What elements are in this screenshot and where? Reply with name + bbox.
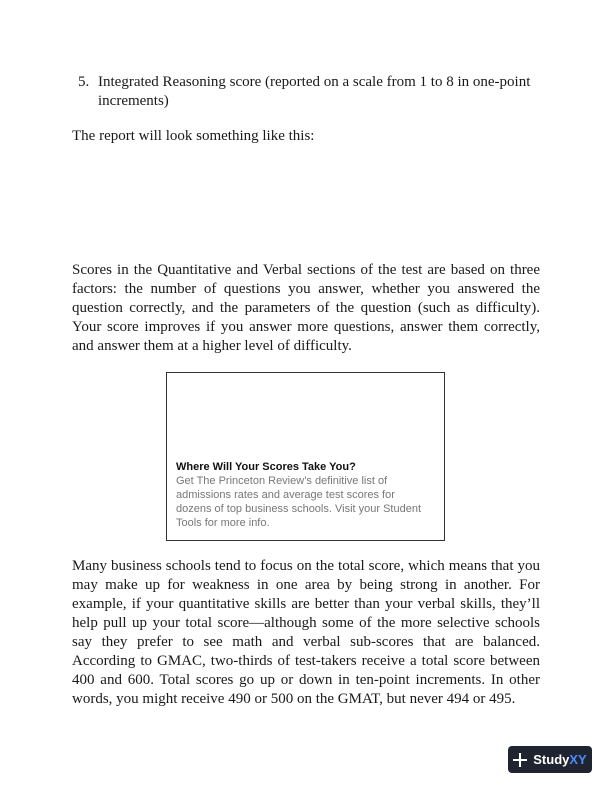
studyxy-badge[interactable]: [508, 746, 592, 773]
plus-icon: [513, 753, 527, 767]
business-paragraph: Many business schools tend to focus on the total score, which means that you may make up for weakness in one area by being strong in another. For example, if your quantitative skills are better than your verbal skills, they’ll help pull up your total score—although some of the more selective schools say they prefer to see math and verbal sub-scores that are balanced. According to GMAC, two-thirds of test-takers receive a total score between 400 and 600. Total scores go up or down in ten-point increments. In other words, you might receive 490 or 500 on the GMAT, but never 494 or 495.: [72, 558, 540, 707]
callout-body: Get The Princeton Review’s definitive list of admissions rates and average test scores for dozens of top business schools. Visit your Student Tools for more info.: [176, 475, 421, 529]
list-number: 5.: [78, 74, 90, 90]
scores-callout-box: [166, 372, 445, 541]
list-item-integrated-reasoning: [72, 73, 542, 111]
brand-main: Study: [533, 752, 570, 767]
scores-paragraph: Scores in the Quantitative and Verbal sections of the test are based on three factors: the number of questions you answer, whether you answered the question correctly, and the parameters of the question (such as difficulty). Your score improves if you answer more questions, answer them correctly, and answer them at a higher level of difficulty.: [72, 262, 540, 354]
list-text: Integrated Reasoning score (reported on a scale from 1 to 8 in one-point increments): [98, 74, 531, 109]
brand-accent: XY: [569, 752, 587, 767]
intro-paragraph: The report will look something like this:: [72, 128, 315, 144]
callout-title: Where Will Your Scores Take You?: [176, 461, 356, 473]
